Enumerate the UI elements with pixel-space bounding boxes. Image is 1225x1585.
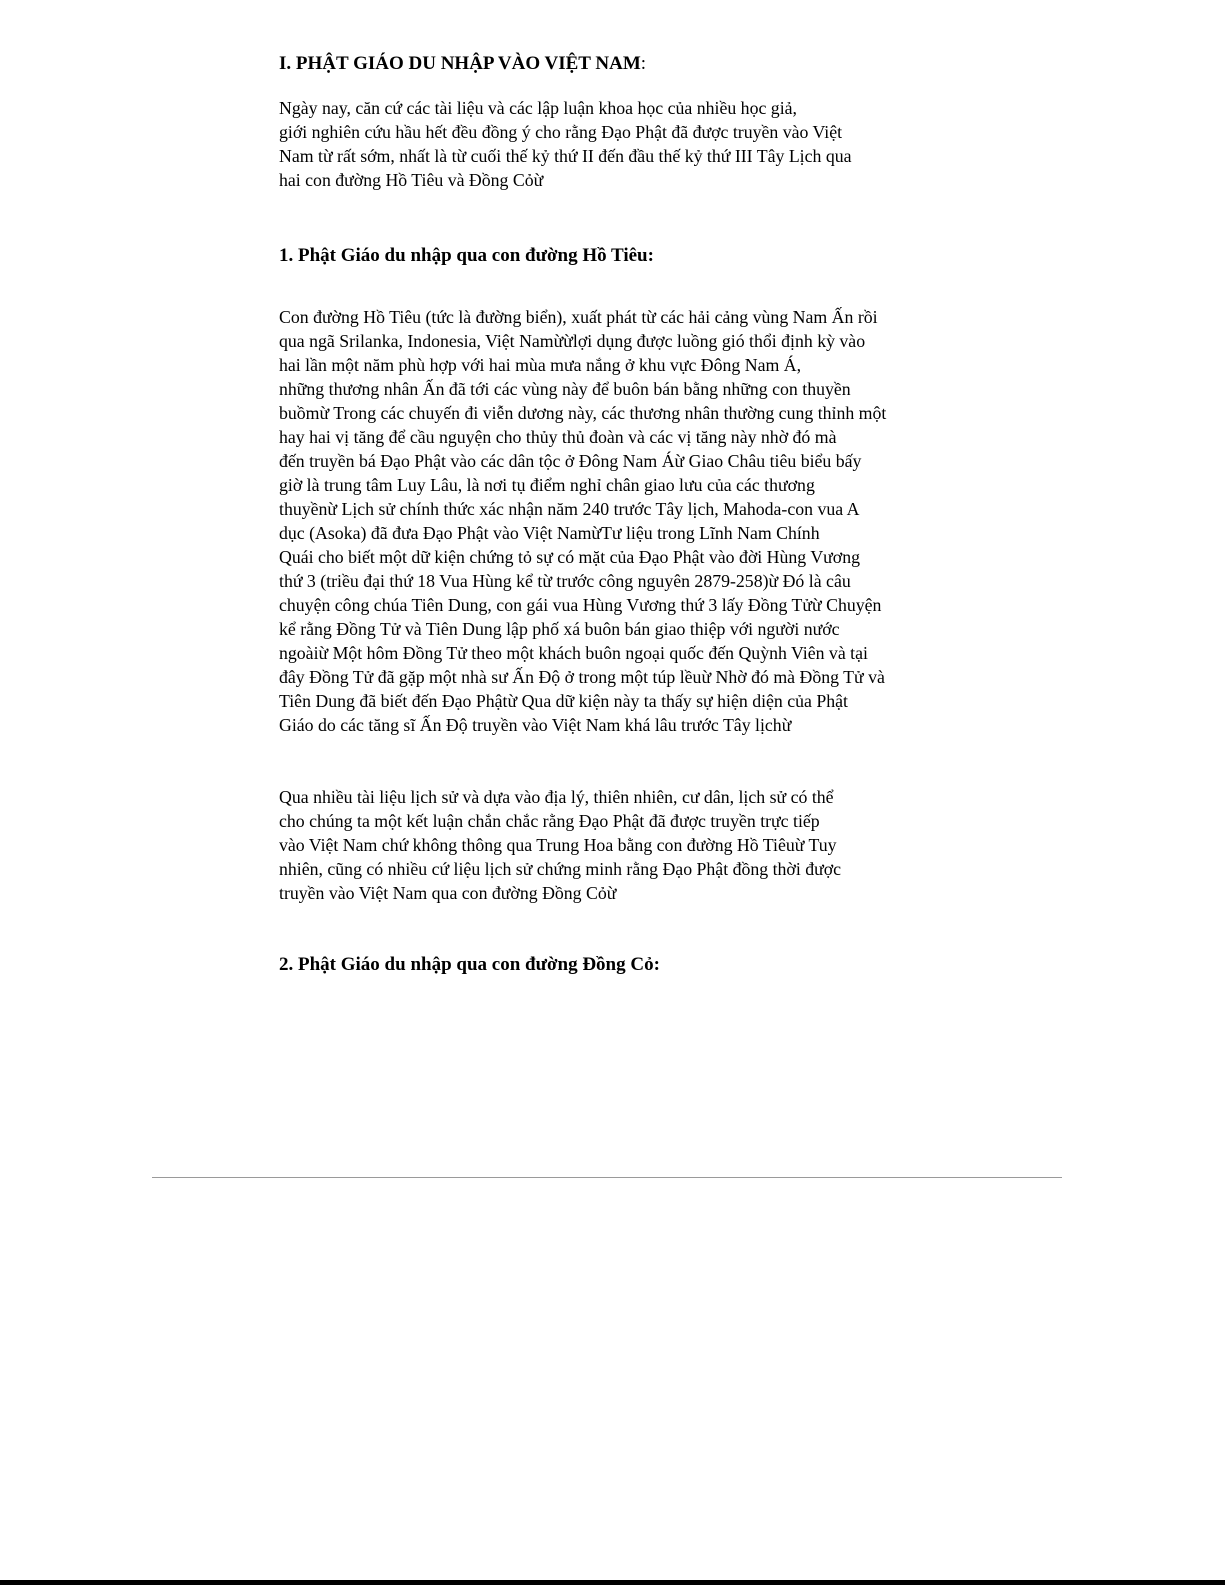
- document-content: [279, 50, 959, 979]
- section-1-line: dục (Asoka) đã đưa Đạo Phật vào Việt NamừTư liệu trong Lĩnh Nam Chính: [279, 523, 820, 543]
- main-heading: [279, 50, 959, 78]
- intro-paragraph: [279, 96, 959, 192]
- page-bottom-edge: [0, 1580, 1225, 1585]
- section-1-line: những thương nhân Ấn đã tới các vùng này để buôn bán bằng những con thuyền: [279, 379, 851, 399]
- intro-line: Ngày nay, căn cứ các tài liệu và các lập luận khoa học của nhiều học giả,: [279, 98, 797, 118]
- intro-line: hai con đường Hồ Tiêu và Đồng Cỏừ: [279, 170, 544, 190]
- section-1-line: buồmừ Trong các chuyến đi viễn dương này, các thương nhân thường cung thỉnh một: [279, 403, 887, 423]
- main-heading-colon: :: [640, 53, 647, 74]
- section-1-heading: 1. Phật Giáo du nhập qua con đường Hồ Tiêu:: [279, 245, 654, 266]
- intro-line: giới nghiên cứu hầu hết đều đồng ý cho rằng Đạo Phật đã được truyền vào Việt: [279, 122, 843, 142]
- section-1-line: qua ngã Srilanka, Indonesia, Việt Namừừlợi dụng được luồng gió thổi định kỳ vào: [279, 331, 866, 351]
- section-1-line: kể rằng Đồng Tử và Tiên Dung lập phố xá buôn bán giao thiệp với người nước: [279, 619, 840, 639]
- section-1-line: hai lần một năm phù hợp với hai mùa mưa nắng ở khu vực Đông Nam Á,: [279, 355, 802, 375]
- section-1-line: ngoàiừ Một hôm Đồng Tử theo một khách buôn ngoại quốc đến Quỳnh Viên và tại: [279, 643, 868, 663]
- intro-line: Nam từ rất sớm, nhất là từ cuối thế kỷ thứ II đến đầu thế kỷ thứ III Tây Lịch qua: [279, 146, 852, 166]
- conclusion-line: truyền vào Việt Nam qua con đường Đồng Cỏừ: [279, 883, 617, 903]
- page-divider: [152, 1177, 1062, 1178]
- main-heading-text: I. PHẬT GIÁO DU NHẬP VÀO VIỆT NAM: [279, 53, 641, 74]
- section-1-paragraph: [279, 305, 959, 737]
- conclusion-line: vào Việt Nam chứ không thông qua Trung Hoa bằng con đường Hồ Tiêuừ Tuy: [279, 835, 837, 855]
- section-1-line: đây Đồng Tử đã gặp một nhà sư Ấn Độ ở trong một túp lềuừ Nhờ đó mà Đồng Tử và: [279, 667, 885, 687]
- section-1-line: đến truyền bá Đạo Phật vào các dân tộc ở Đông Nam Áừ Giao Châu tiêu biểu bấy: [279, 451, 862, 471]
- section-1-line: Quái cho biết một dữ kiện chứng tỏ sự có mặt của Đạo Phật vào đời Hùng Vương: [279, 547, 860, 567]
- section-1-line: thuyềnừ Lịch sử chính thức xác nhận năm 240 trước Tây lịch, Mahoda-con vua A: [279, 499, 860, 519]
- section-1-line: Giáo do các tăng sĩ Ấn Độ truyền vào Việt Nam khá lâu trước Tây lịchừ: [279, 715, 792, 735]
- section-1-conclusion-paragraph: [279, 785, 959, 905]
- section-2-heading: 2. Phật Giáo du nhập qua con đường Đồng Cỏ:: [279, 954, 660, 975]
- section-1-line: giờ là trung tâm Luy Lâu, là nơi tụ điểm nghỉ chân giao lưu của các thương: [279, 475, 815, 495]
- section-1-line: chuyện công chúa Tiên Dung, con gái vua Hùng Vương thứ 3 lấy Đồng Tửừ Chuyện: [279, 595, 882, 615]
- section-1-line: Tiên Dung đã biết đến Đạo Phậtừ Qua dữ kiện này ta thấy sự hiện diện của Phật: [279, 691, 848, 711]
- conclusion-line: Qua nhiều tài liệu lịch sử và dựa vào địa lý, thiên nhiên, cư dân, lịch sử có thể: [279, 787, 834, 807]
- section-1-line: hay hai vị tăng để cầu nguyện cho thủy thủ đoàn và các vị tăng này nhờ đó mà: [279, 427, 837, 447]
- conclusion-line: nhiên, cũng có nhiều cứ liệu lịch sử chứng minh rằng Đạo Phật đồng thời được: [279, 859, 842, 879]
- section-1-line: Con đường Hồ Tiêu (tức là đường biển), xuất phát từ các hải cảng vùng Nam Ấn rồi: [279, 307, 878, 327]
- section-1-line: thứ 3 (triều đại thứ 18 Vua Hùng kể từ trước công nguyên 2879-258)ừ Đó là câu: [279, 571, 851, 591]
- conclusion-line: cho chúng ta một kết luận chắn chắc rằng Đạo Phật đã được truyền trực tiếp: [279, 811, 820, 831]
